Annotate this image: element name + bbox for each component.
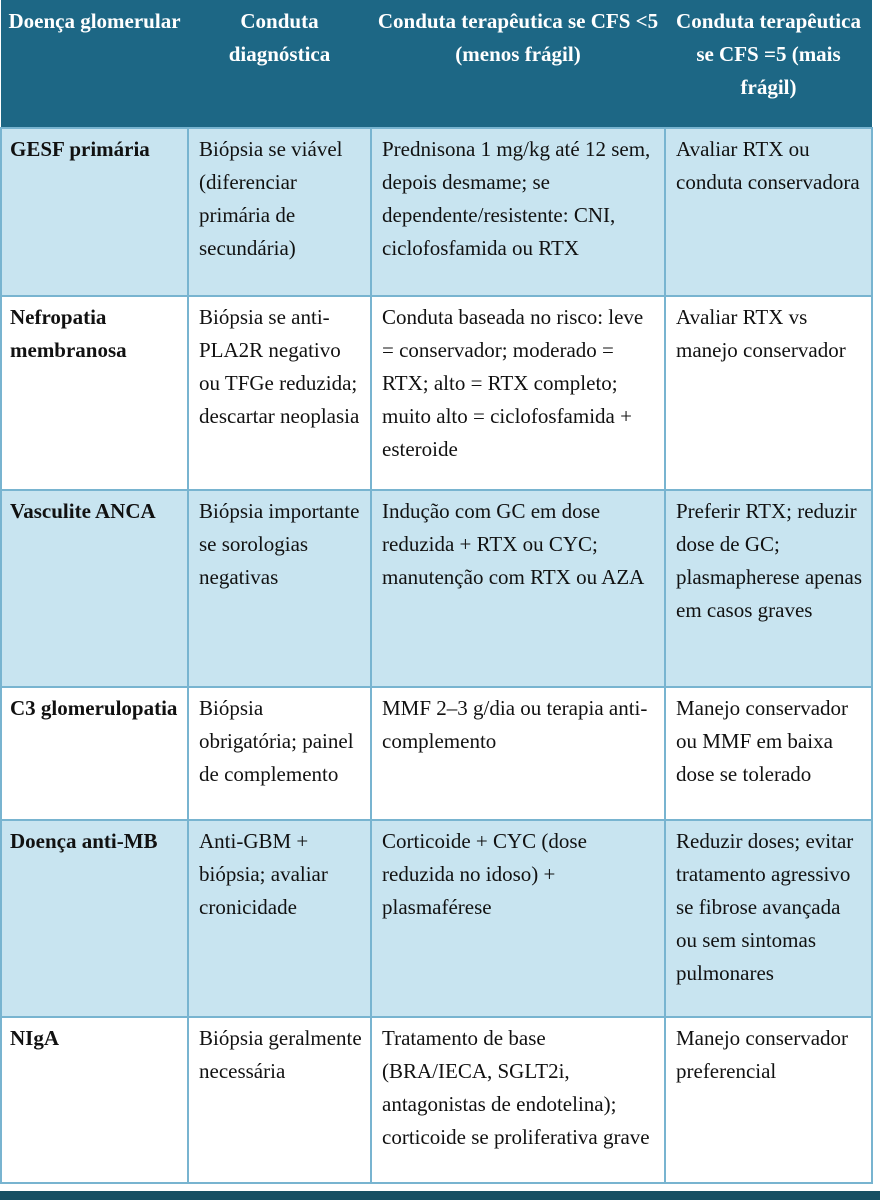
cell-disease: NIgA bbox=[1, 1017, 188, 1183]
cell-diagnostic: Biópsia obrigatória; painel de complemento bbox=[188, 687, 371, 820]
cell-cfs-eq5: Manejo conservador preferencial bbox=[665, 1017, 872, 1183]
table-row-nefropatia-membranosa bbox=[1, 296, 872, 490]
header-row bbox=[1, 0, 872, 128]
table-row-c3-glomerulopatia bbox=[1, 687, 872, 820]
cell-cfs-lt5: Prednisona 1 mg/kg até 12 sem, depois desmame; se dependente/resistente: CNI, ciclofosfamida ou RTX bbox=[371, 128, 665, 296]
column-header-cfs-menor-5: Conduta terapêutica se CFS <5 (menos frágil) bbox=[371, 0, 665, 128]
cell-cfs-eq5: Avaliar RTX vs manejo conservador bbox=[665, 296, 872, 490]
cell-diagnostic: Biópsia importante se sorologias negativas bbox=[188, 490, 371, 687]
cell-cfs-eq5: Avaliar RTX ou conduta conservadora bbox=[665, 128, 872, 296]
table-row-niga bbox=[1, 1017, 872, 1183]
table-row-gesf-primaria bbox=[1, 128, 872, 296]
cell-disease: Nefropatia membranosa bbox=[1, 296, 188, 490]
cell-disease: Vasculite ANCA bbox=[1, 490, 188, 687]
cell-cfs-lt5: MMF 2–3 g/dia ou terapia anti-complemento bbox=[371, 687, 665, 820]
cell-cfs-lt5: Conduta baseada no risco: leve = conservador; moderado = RTX; alto = RTX completo; muito alto = ciclofosfamida + esteroide bbox=[371, 296, 665, 490]
table-row-doenca-anti-mb bbox=[1, 820, 872, 1017]
column-header-cfs-igual-5: Conduta terapêutica se CFS =5 (mais frágil) bbox=[665, 0, 872, 128]
cell-diagnostic: Biópsia geralmente necessária bbox=[188, 1017, 371, 1183]
cell-cfs-lt5: Indução com GC em dose reduzida + RTX ou CYC; manutenção com RTX ou AZA bbox=[371, 490, 665, 687]
cell-cfs-eq5: Manejo conservador ou MMF em baixa dose se tolerado bbox=[665, 687, 872, 820]
cell-diagnostic: Anti-GBM + biópsia; avaliar cronicidade bbox=[188, 820, 371, 1017]
cell-cfs-eq5: Reduzir doses; evitar tratamento agressivo se fibrose avançada ou sem sintomas pulmonares bbox=[665, 820, 872, 1017]
cell-disease: GESF primária bbox=[1, 128, 188, 296]
cell-cfs-eq5: Preferir RTX; reduzir dose de GC; plasmapherese apenas em casos graves bbox=[665, 490, 872, 687]
table-row-vasculite-anca bbox=[1, 490, 872, 687]
cell-disease: Doença anti-MB bbox=[1, 820, 188, 1017]
next-section-edge-bar bbox=[0, 1191, 880, 1200]
cell-cfs-lt5: Corticoide + CYC (dose reduzida no idoso) + plasmaférese bbox=[371, 820, 665, 1017]
cell-diagnostic: Biópsia se anti-PLA2R negativo ou TFGe reduzida; descartar neoplasia bbox=[188, 296, 371, 490]
column-header-conduta-diagnostica: Conduta diagnóstica bbox=[188, 0, 371, 128]
cell-disease: C3 glomerulopatia bbox=[1, 687, 188, 820]
column-header-doenca-glomerular: Doença glomerular bbox=[1, 0, 188, 128]
cell-diagnostic: Biópsia se viável (diferenciar primária de secundária) bbox=[188, 128, 371, 296]
cell-cfs-lt5: Tratamento de base (BRA/IECA, SGLT2i, antagonistas de endotelina); corticoide se proliferativa grave bbox=[371, 1017, 665, 1183]
